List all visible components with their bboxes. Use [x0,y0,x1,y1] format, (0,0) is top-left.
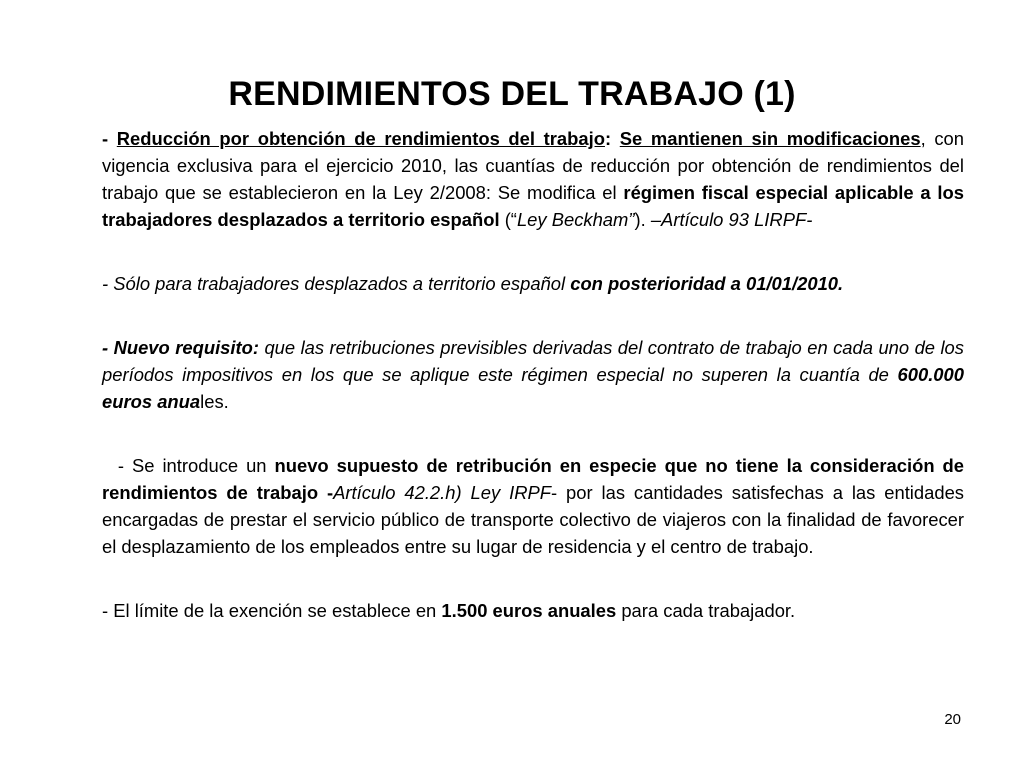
paragraph-nuevo-requisito [102,334,964,415]
p3-bold-italic-2: 600.000 euros anua [102,364,964,412]
slide-body [102,125,970,624]
p1-colon: : [604,128,620,149]
p4-bold-1: nuevo supuesto de retribución en especie que no tiene la consideración de rendimientos de trabajo - [102,455,970,503]
p1-dash: - [102,128,117,149]
spacer [102,297,964,334]
p4-text-2: - por las cantidades satisfechas a las entidades encargadas de prestar el servicio público de transporte colectivo de viajeros con la finalidad de favorecer el desplazamiento de los empleados entre su lugar de residencia y el centro de trabajo. [102,482,970,557]
p5-bold-1: 1.500 euros anuales [441,600,617,621]
p1-bold-1: régimen fiscal especial aplicable a los trabajadores desplazados a territorio español [102,182,964,230]
slide-title: RENDIMIENTOS DEL TRABAJO (1) [228,75,796,113]
spacer [102,560,964,597]
p4-italic-1: Artículo 42.2.h) Ley IRPF [333,482,551,503]
p3-text-1: les. [200,391,229,412]
p4-text-1: - Se introduce un [102,455,275,476]
spacer [102,415,964,452]
p1-subheading: Se mantienen sin modificaciones [619,128,921,149]
paragraph-solo-trabajadores [102,270,964,297]
p3-italic-1: que las retribuciones previsibles derivadas del contrato de trabajo en cada uno de los períodos impositivos en los que se aplique este régimen especial no superen la cuantía de [102,337,964,385]
p1-text-2: (“ [499,209,517,230]
p1-italic-1: Ley Beckham” [516,209,635,230]
paragraph-nuevo-supuesto [102,452,970,560]
paragraph-limite-exencion [102,597,964,624]
p1-italic-2: –Artículo 93 LIRPF- [650,209,813,230]
paragraph-reduccion [102,125,964,233]
p2-bold-italic-1: con posterioridad a 01/01/2010. [570,273,844,294]
spacer [102,233,964,270]
p1-text-1: , con vigencia exclusiva para el ejercicio 2010, las cuantías de reducción por obtención de rendimientos del trabajo que se establecieron en la Ley 2/2008: Se modifica el [102,128,965,203]
p5-text-2: para cada trabajador. [616,600,796,621]
p5-text-1: - El límite de la exención se establece en [102,600,442,621]
p1-heading: Reducción por obtención de rendimientos del trabajo [116,128,605,149]
page-number: 20 [944,711,961,728]
p1-text-3: ). [634,209,651,230]
p2-italic-1: - Sólo para trabajadores desplazados a territorio español [102,273,571,294]
p3-bold-italic-1: - Nuevo requisito: [102,337,259,358]
